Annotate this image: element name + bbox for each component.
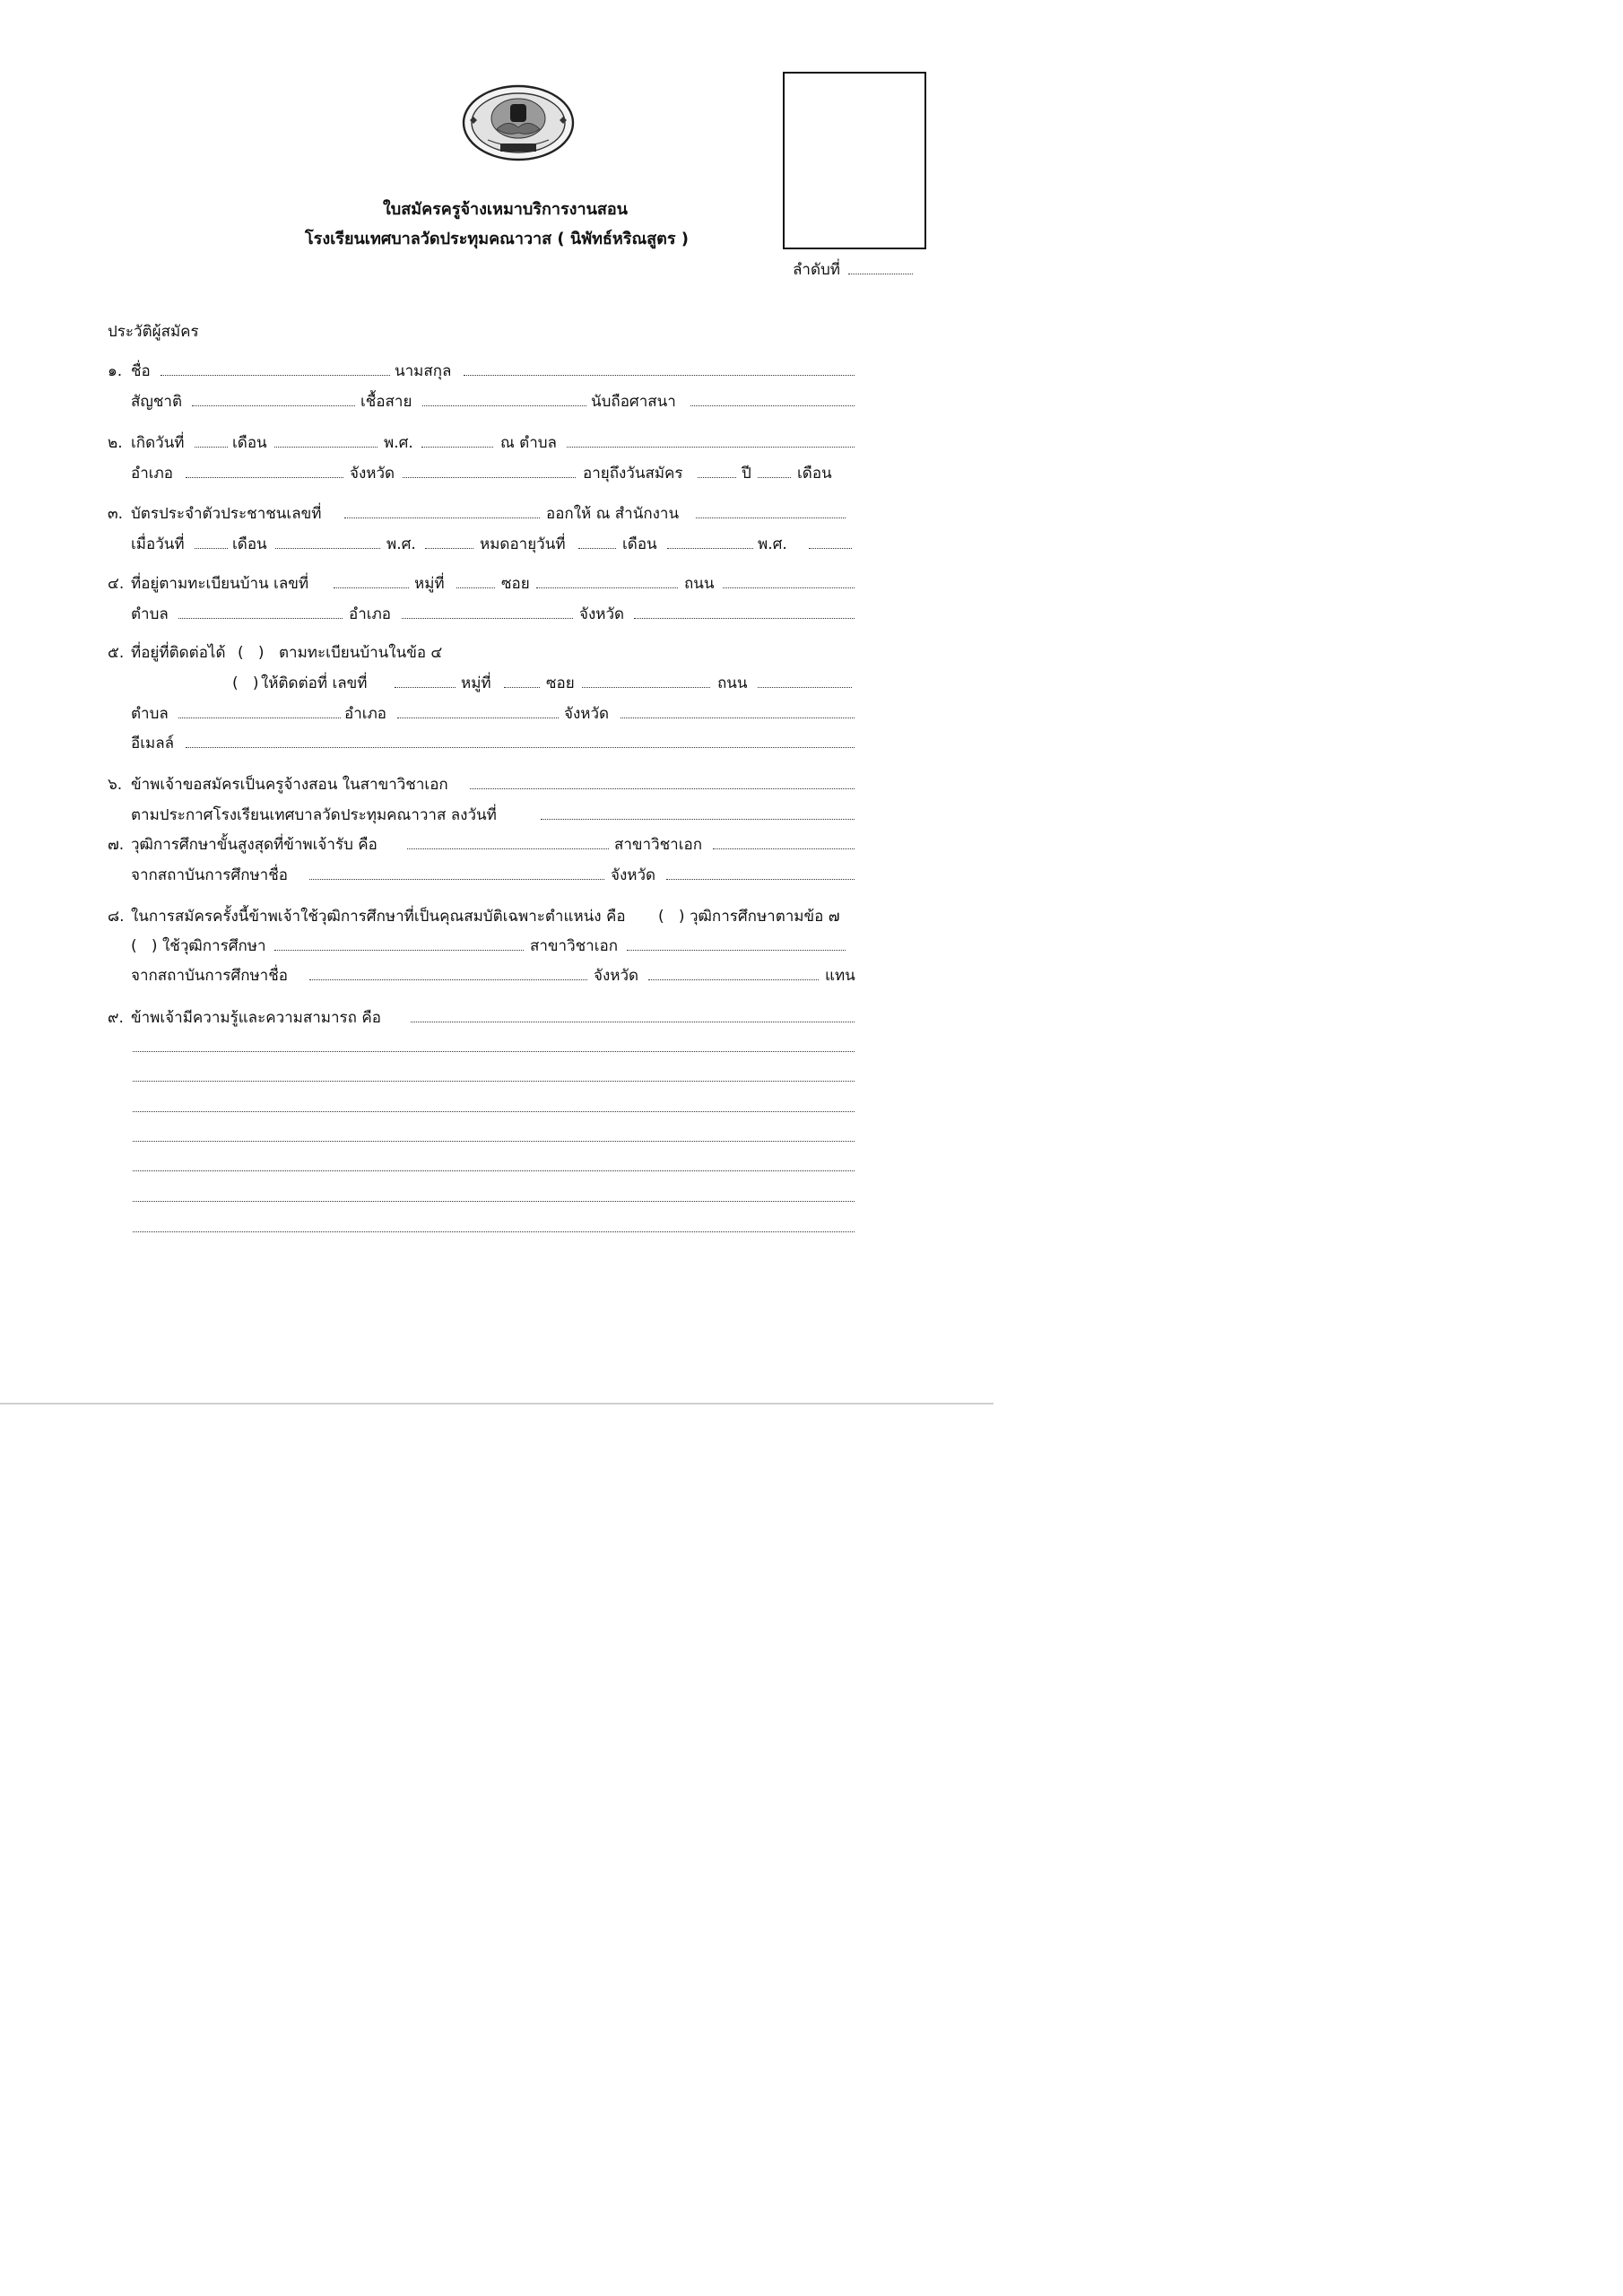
issued-office-label: ออกให้ ณ สำนักงาน: [546, 505, 680, 523]
institution-field[interactable]: [309, 879, 604, 880]
item-number: ๒.: [108, 434, 123, 452]
major-label: สาขาวิชาเอก: [614, 836, 703, 854]
section-title: ประวัติผู้สมัคร: [108, 323, 199, 341]
other-province-label: จังหวัด: [594, 967, 639, 985]
knowledge-line[interactable]: [133, 1201, 855, 1202]
religion-field[interactable]: [690, 405, 855, 406]
institution-label: จากสถาบันการศึกษาชื่อ: [131, 866, 288, 884]
issue-day-field[interactable]: [195, 548, 228, 549]
contact-village-label: หมู่ที่: [461, 674, 491, 692]
item-number: ๔.: [108, 575, 125, 593]
expiry-label: หมดอายุวันที่: [480, 535, 566, 553]
province-label: จังหวัด: [350, 465, 395, 483]
knowledge-line[interactable]: [133, 1051, 855, 1052]
road-label: ถนน: [684, 575, 715, 593]
item-number: ๑.: [108, 362, 123, 380]
contact-house-no-field[interactable]: [395, 687, 456, 688]
as-registered-label: ตามทะเบียนบ้านในข้อ ๔: [279, 644, 443, 662]
page-bottom-edge: [0, 1403, 994, 1405]
apply-major-field[interactable]: [470, 788, 855, 789]
other-institution-label: จากสถาบันการศึกษาชื่อ: [131, 967, 288, 985]
item-number: ๙.: [108, 1009, 124, 1027]
birth-subdistrict-label: ณ ตำบล: [500, 434, 557, 452]
as-item7-checkbox[interactable]: ( ): [658, 908, 685, 926]
birth-day-label: เกิดวันที่: [131, 434, 185, 452]
birth-month-field[interactable]: [274, 447, 378, 448]
name-field[interactable]: [161, 375, 390, 376]
announcement-date-field[interactable]: [541, 819, 855, 820]
soi-label: ซอย: [501, 575, 530, 593]
item-number: ๕.: [108, 644, 125, 662]
contact-road-label: ถนน: [717, 674, 748, 692]
birth-month-label: เดือน: [232, 434, 267, 452]
birth-province-field[interactable]: [403, 477, 576, 478]
id-card-field[interactable]: [344, 517, 540, 518]
other-address-checkbox[interactable]: ( ): [232, 674, 259, 692]
subdistrict-label: ตำบล: [131, 605, 169, 623]
month-label: เดือน: [797, 465, 832, 483]
issue-year-field[interactable]: [425, 548, 473, 549]
race-field[interactable]: [422, 405, 586, 406]
contact-province-label: จังหวัด: [564, 705, 610, 723]
use-qualification-label: ใช้วุฒิการศึกษา: [162, 937, 266, 955]
apply-major-label: ข้าพเจ้าขอสมัครเป็นครูจ้างสอน ในสาขาวิชาเอก: [131, 776, 448, 794]
announcement-date-label: ตามประกาศโรงเรียนเทศบาลวัดประทุมคณาวาส ลงวันที่: [131, 806, 497, 824]
major-field[interactable]: [713, 848, 855, 849]
expiry-month-field[interactable]: [667, 548, 753, 549]
issue-year-label: พ.ศ.: [386, 535, 416, 553]
registered-address-label: ที่อยู่ตามทะเบียนบ้าน เลขที่: [131, 575, 309, 593]
province-field[interactable]: [634, 618, 855, 619]
other-major-field[interactable]: [627, 950, 846, 951]
contact-house-no-label: ให้ติดต่อที่ เลขที่: [261, 674, 368, 692]
item-number: ๖.: [108, 776, 123, 794]
district-label: อำเภอ: [349, 605, 391, 623]
soi-field[interactable]: [536, 587, 678, 588]
other-qualification-checkbox[interactable]: ( ): [131, 937, 158, 955]
age-months-field[interactable]: [758, 477, 791, 478]
other-institution-field[interactable]: [309, 979, 587, 980]
item-number: ๘.: [108, 908, 125, 926]
nationality-field[interactable]: [192, 405, 355, 406]
subdistrict-field[interactable]: [178, 618, 343, 619]
institution-province-label: จังหวัด: [611, 866, 656, 884]
knowledge-label: ข้าพเจ้ามีความรู้และความสามารถ คือ: [131, 1009, 381, 1027]
item-number: ๓.: [108, 505, 124, 523]
name-label: ชื่อ: [131, 362, 151, 380]
email-label: อีเมลล์: [131, 735, 175, 752]
contact-soi-field[interactable]: [582, 687, 710, 688]
village-no-label: หมู่ที่: [414, 575, 445, 593]
issue-month-label: เดือน: [232, 535, 267, 553]
age-years-field[interactable]: [698, 477, 736, 478]
form-title: ใบสมัครครูจ้างเหมาบริการงานสอน: [383, 200, 628, 219]
contact-subdistrict-label: ตำบล: [131, 705, 169, 723]
religion-label: นับถือศาสนา: [591, 393, 676, 411]
highest-qualification-field[interactable]: [407, 848, 609, 849]
expiry-year-field[interactable]: [809, 548, 852, 549]
use-qualification-field[interactable]: [274, 950, 524, 951]
application-form-page: [0, 0, 994, 1406]
email-field[interactable]: [186, 747, 855, 748]
nationality-label: สัญชาติ: [131, 393, 182, 411]
district-label: อำเภอ: [131, 465, 173, 483]
knowledge-line[interactable]: [133, 1231, 855, 1232]
year-label: ปี: [742, 465, 751, 483]
contact-village-field[interactable]: [504, 687, 540, 688]
birth-year-field[interactable]: [421, 447, 493, 448]
id-card-label: บัตรประจำตัวประชาชนเลขที่: [131, 505, 322, 523]
surname-label: นามสกุล: [395, 362, 452, 380]
expiry-month-label: เดือน: [622, 535, 657, 553]
surname-field[interactable]: [464, 375, 855, 376]
contact-district-label: อำเภอ: [344, 705, 386, 723]
district-field[interactable]: [402, 618, 573, 619]
issue-month-field[interactable]: [275, 548, 380, 549]
birth-district-field[interactable]: [186, 477, 343, 478]
birth-year-label: พ.ศ.: [384, 434, 413, 452]
expiry-year-label: พ.ศ.: [758, 535, 787, 553]
knowledge-line[interactable]: [133, 1111, 855, 1112]
province-label: จังหวัด: [579, 605, 625, 623]
other-province-field[interactable]: [648, 979, 819, 980]
school-seal-logo: [461, 84, 576, 161]
instead-label: แทน: [825, 967, 855, 985]
knowledge-line[interactable]: [133, 1170, 855, 1171]
house-no-field[interactable]: [334, 587, 409, 588]
knowledge-line[interactable]: [133, 1081, 855, 1082]
institution-province-field[interactable]: [666, 879, 855, 880]
photo-box: [783, 72, 926, 249]
qualification-used-label: ในการสมัครครั้งนี้ข้าพเจ้าใช้วุฒิการศึกษาที่เป็นคุณสมบัติเฉพาะตำแหน่ง คือ: [131, 908, 626, 926]
birth-subdistrict-field[interactable]: [567, 447, 855, 448]
contact-road-field[interactable]: [758, 687, 852, 688]
road-field[interactable]: [723, 587, 855, 588]
age-label: อายุถึงวันสมัคร: [583, 465, 683, 483]
other-major-label: สาขาวิชาเอก: [530, 937, 619, 955]
race-label: เชื้อสาย: [360, 393, 412, 411]
as-registered-checkbox[interactable]: ( ): [238, 644, 265, 662]
contact-address-label: ที่อยู่ที่ติดต่อได้: [131, 644, 226, 662]
issued-office-field[interactable]: [696, 517, 846, 518]
knowledge-line[interactable]: [133, 1141, 855, 1142]
as-item7-label: วุฒิการศึกษาตามข้อ ๗: [690, 908, 840, 926]
expiry-day-field[interactable]: [578, 548, 616, 549]
order-number-label: ลำดับที่: [793, 261, 841, 279]
issue-date-label: เมื่อวันที่: [131, 535, 185, 553]
school-name: โรงเรียนเทศบาลวัดประทุมคณาวาส ( นิพัทธ์หริณสูตร ): [305, 230, 689, 248]
contact-soi-label: ซอย: [546, 674, 575, 692]
village-no-field[interactable]: [456, 587, 495, 588]
highest-qualification-label: วุฒิการศึกษาขั้นสูงสุดที่ข้าพเจ้ารับ คือ: [131, 836, 378, 854]
item-number: ๗.: [108, 836, 125, 854]
birth-day-field[interactable]: [195, 447, 228, 448]
